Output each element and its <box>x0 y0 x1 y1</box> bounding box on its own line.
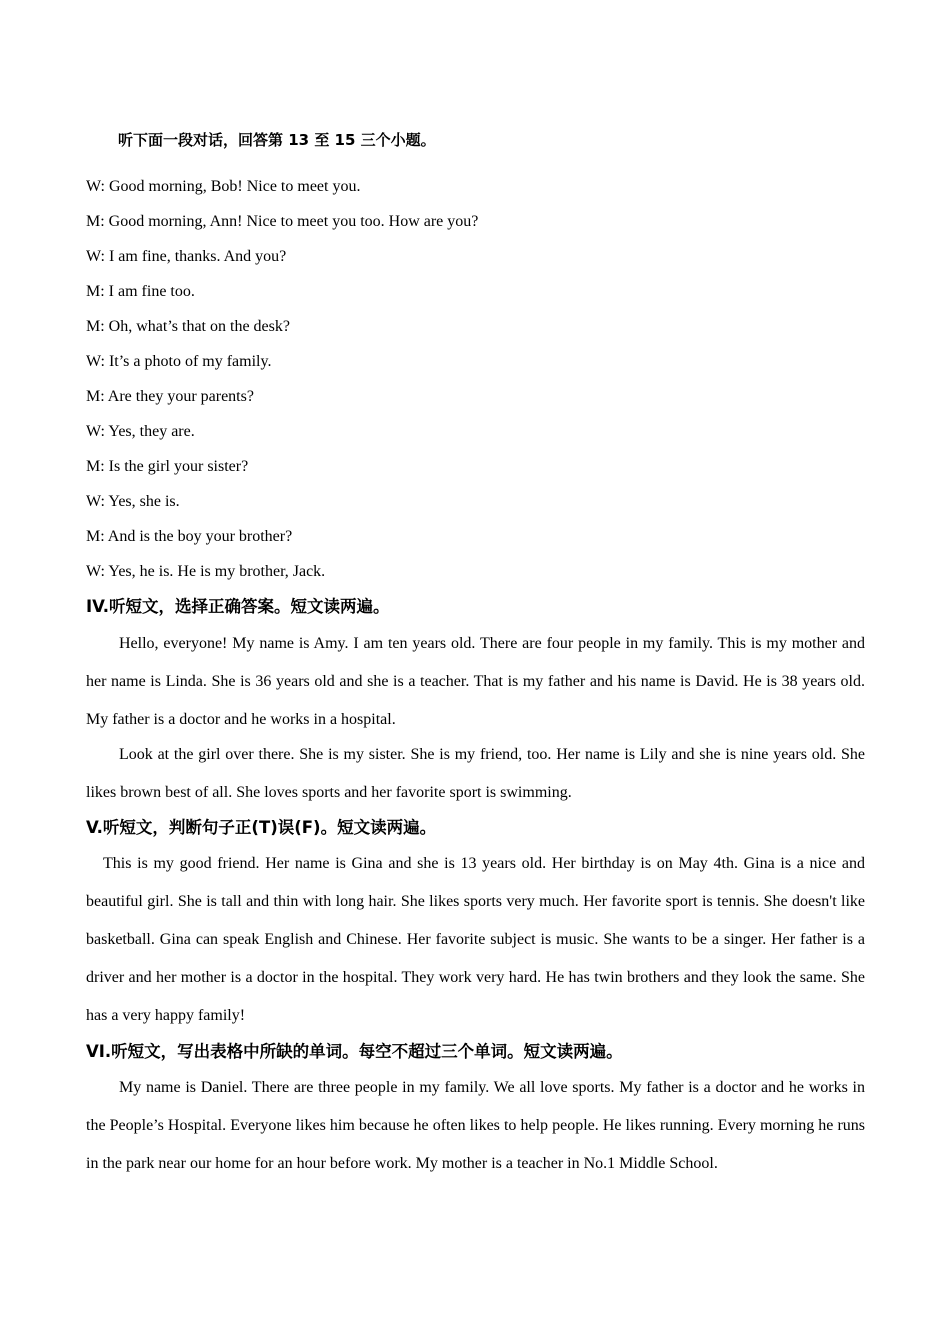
dialogue-line: W: Yes, she is. <box>86 493 180 510</box>
section-6-paragraph: My name is Daniel. There are three people in my family. We all love sports. My father is a doctor and he works in the People’s Hospital. Everyone likes him because he often likes to help people. He likes running. Every morning he runs in the park near our home for an hour before work. My mother is a teacher in No.1 Middle School. <box>86 1079 865 1172</box>
dialogue-line: W: I am fine, thanks. And you? <box>86 248 287 265</box>
dialogue-line: W: Yes, they are. <box>86 423 195 440</box>
section-5-paragraph: This is my good friend. Her name is Gina and she is 13 years old. Her birthday is on May 4th. Gina is a nice and beautiful girl. She is tall and thin with long hair. She likes sports very much. Her favorite sport is tennis. She doesn't like basketball. Gina can speak English and Chinese. Her favorite subject is music. She wants to be a singer. Her father is a driver and her mother is a doctor in the hospital. They work very hard. He has twin brothers and they look the same. She has a very happy family! <box>86 855 865 1024</box>
dialogue-line: W: Yes, he is. He is my brother, Jack. <box>86 563 326 580</box>
section-4-paragraph-1: Hello, everyone! My name is Amy. I am ten years old. There are four people in my family. This is my mother and her name is Linda. She is 36 years old and she is a teacher. That is my father and his name is David. He is 38 years old. My father is a doctor and he works in a hospital. <box>86 635 865 728</box>
dialogue-line: M: Good morning, Ann! Nice to meet you too. How are you? <box>86 213 479 230</box>
dialogue-line: M: Are they your parents? <box>86 388 254 405</box>
dialogue-line: M: Oh, what’s that on the desk? <box>86 318 290 335</box>
dialogue-instruction: 听下面一段对话，回答第 13 至 15 三个小题。 <box>118 131 436 149</box>
dialogue-line: M: Is the girl your sister? <box>86 458 249 475</box>
section-6-heading: VI.听短文，写出表格中所缺的单词。每空不超过三个单词。短文读两遍。 <box>86 1042 623 1061</box>
section-4-heading: IV.听短文，选择正确答案。短文读两遍。 <box>86 597 390 616</box>
section-5-heading: V.听短文，判断句子正(T)误(F)。短文读两遍。 <box>86 818 437 837</box>
dialogue-line: M: I am fine too. <box>86 283 195 300</box>
dialogue-line: M: And is the boy your brother? <box>86 528 293 545</box>
section-4-paragraph-2: Look at the girl over there. She is my sister. She is my friend, too. Her name is Lily and she is nine years old. She likes brown best of all. She loves sports and her favorite sport is swimming. <box>86 746 865 801</box>
dialogue-line: W: Good morning, Bob! Nice to meet you. <box>86 178 361 195</box>
dialogue-line: W: It’s a photo of my family. <box>86 353 272 370</box>
